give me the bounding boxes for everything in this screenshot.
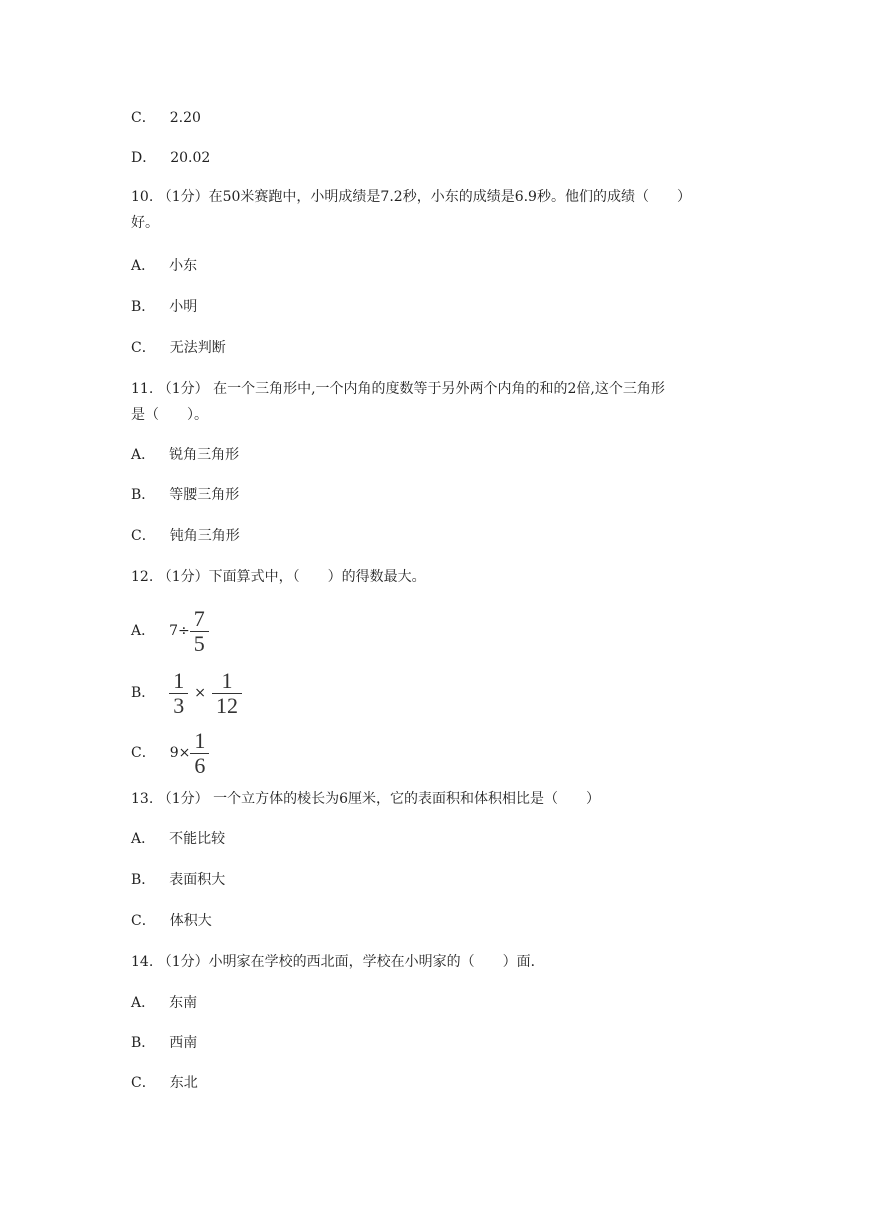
option-label: C．: [131, 340, 156, 356]
q13-stem: 13. （1分） 一个立方体的棱长为6厘米，它的表面积和体积相比是（ ）: [131, 791, 600, 807]
q14-option-a: [131, 993, 197, 1013]
q14-option-c: [131, 1073, 198, 1093]
option-text: 东北: [169, 1075, 198, 1091]
option-text: 锐角三角形: [169, 447, 240, 463]
option-label: C．: [131, 110, 156, 126]
q11-option-a: [131, 445, 239, 465]
option-text: 20.02: [170, 150, 211, 166]
numerator: 7: [193, 605, 205, 631]
option-text: 表面积大: [169, 872, 226, 888]
q12-option-c: [131, 728, 209, 778]
option-label: C．: [131, 745, 156, 761]
option-text: 体积大: [169, 913, 212, 929]
option-label: A．: [131, 831, 156, 847]
option-label: A．: [131, 447, 156, 463]
option-prefix: 7÷: [169, 623, 190, 639]
q14-option-b: [131, 1033, 197, 1053]
option-label: C．: [131, 528, 156, 544]
q10-option-a: [131, 256, 197, 276]
q11-option-c: [131, 526, 240, 546]
fraction: [171, 667, 186, 718]
option-label: C．: [131, 913, 156, 929]
q14-stem: 14. （1分）小明家在学校的西北面，学校在小明家的（ ）面．: [131, 954, 545, 970]
option-text: 等腰三角形: [169, 487, 240, 503]
option-text: 西南: [169, 1035, 198, 1051]
option-text: 无法判断: [169, 340, 226, 356]
option-prefix: 9×: [169, 745, 191, 761]
operator: ×: [194, 685, 207, 701]
option-label: B．: [131, 1035, 156, 1051]
option-label: A．: [131, 258, 156, 274]
q11-stem-line1: 11. （1分） 在一个三角形中,一个内角的度数等于另外两个内角的和的2倍,这个三角形: [131, 381, 665, 397]
option-label: A．: [131, 623, 156, 639]
q11-stem-line2: 是（ ）。: [131, 407, 208, 423]
q13-option-c: [131, 911, 212, 931]
q10-stem-line2: 好。: [131, 215, 159, 231]
option-text: 小明: [169, 299, 198, 315]
q12-option-b: [131, 668, 242, 718]
numerator: 1: [221, 667, 233, 693]
option-label: C．: [131, 1075, 156, 1091]
option-label: B．: [131, 685, 156, 701]
fraction: [192, 727, 207, 778]
q13-option-a: [131, 829, 225, 849]
denominator: 5: [193, 630, 205, 656]
option-label: B．: [131, 872, 156, 888]
q10-stem-line1: 10. （1分）在50米赛跑中，小明成绩是7.2秒，小东的成绩是6.9秒。他们的成绩（ ）: [131, 189, 691, 205]
option-label: A．: [131, 995, 156, 1011]
denominator: 12: [216, 692, 239, 718]
option-label: D．: [131, 150, 157, 166]
numerator: 1: [173, 667, 185, 693]
option-label: B．: [131, 487, 156, 503]
denominator: 6: [194, 752, 206, 778]
q12-stem: 12. （1分）下面算式中，（ ）的得数最大。: [131, 569, 426, 585]
q10-option-c: [131, 338, 226, 358]
q9-option-c: [131, 108, 201, 128]
q10-stem: [131, 184, 751, 236]
q12-option-a: [131, 606, 209, 656]
option-text: 东南: [169, 995, 198, 1011]
option-text: 2.20: [169, 110, 201, 126]
fraction: [214, 667, 240, 718]
q10-option-b: [131, 297, 197, 317]
numerator: 1: [194, 727, 206, 753]
q11-stem: [131, 376, 751, 428]
option-text: 不能比较: [169, 831, 226, 847]
fraction: [192, 605, 207, 656]
option-text: 小东: [169, 258, 198, 274]
option-text: 钝角三角形: [169, 528, 240, 544]
q9-option-d: [131, 148, 210, 168]
denominator: 3: [173, 692, 185, 718]
q11-option-b: [131, 485, 239, 505]
option-label: B．: [131, 299, 156, 315]
q13-option-b: [131, 870, 225, 890]
